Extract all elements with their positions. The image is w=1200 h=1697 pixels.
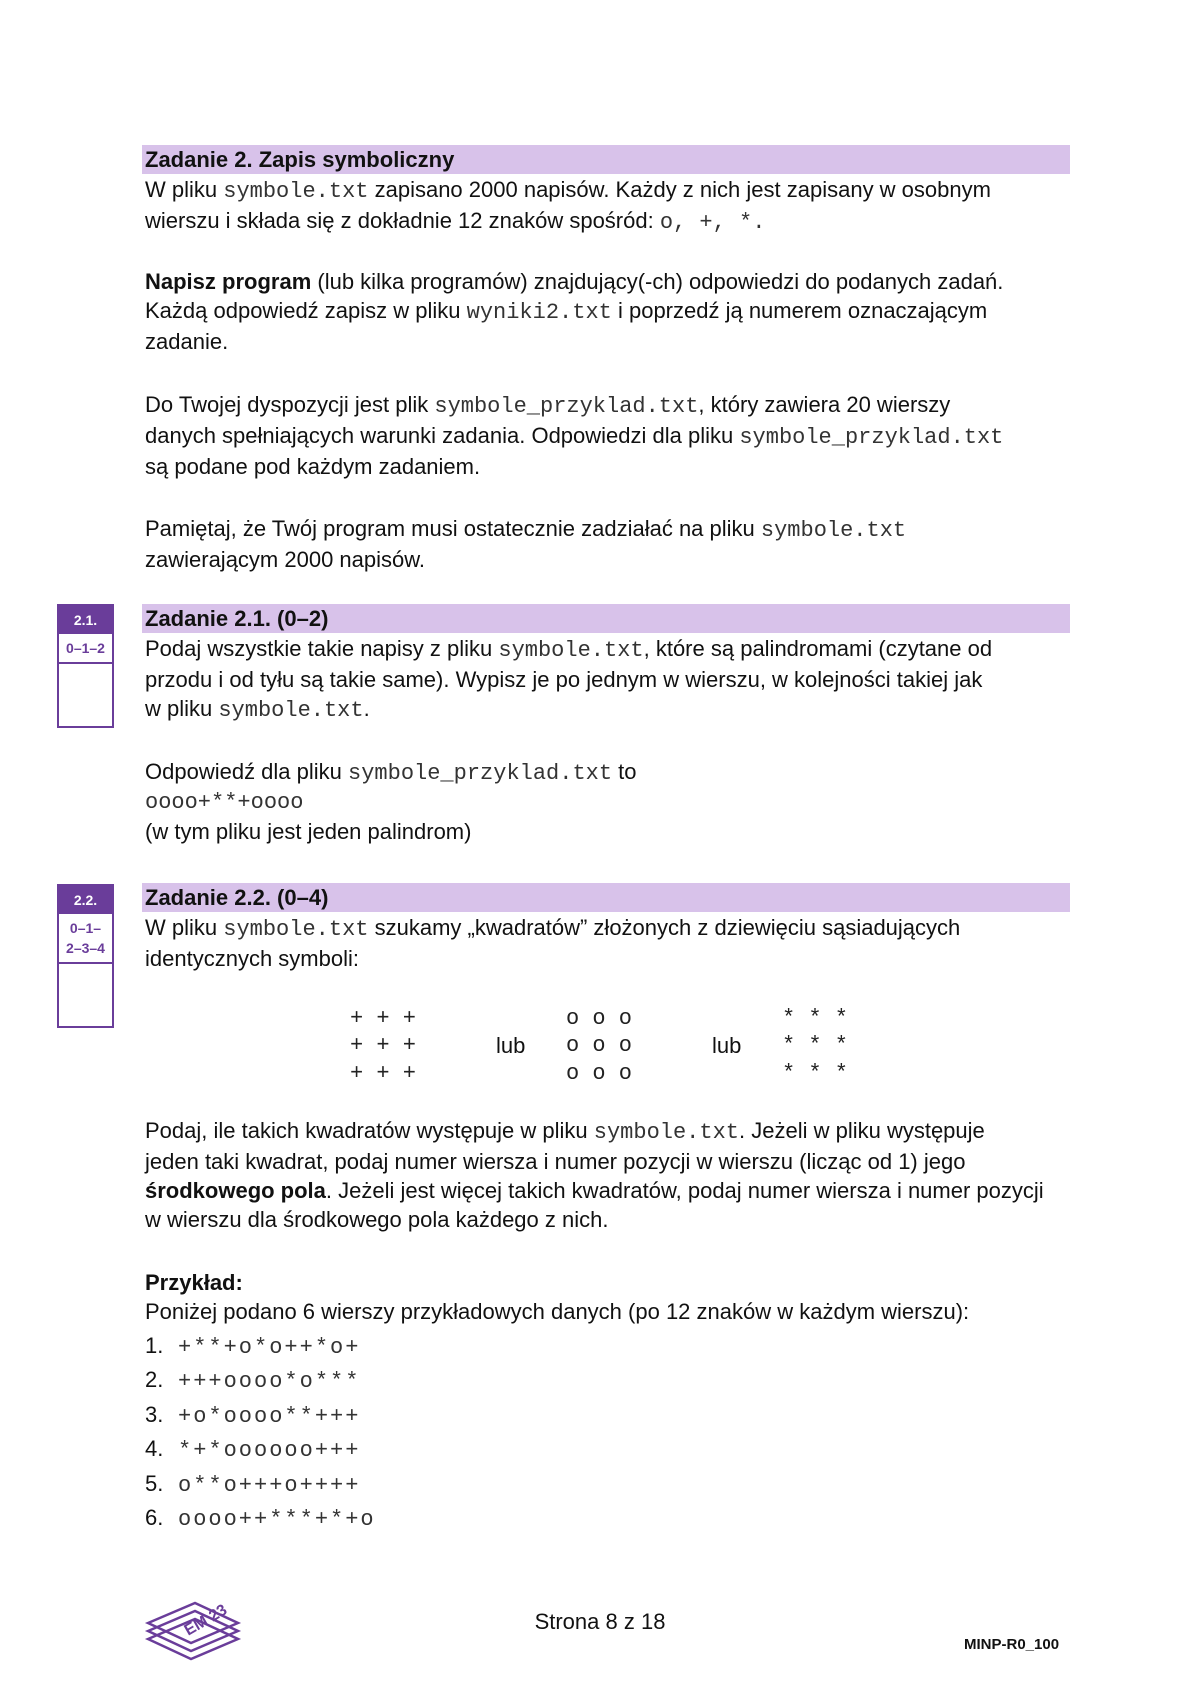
answer-value: oooo+**+oooo bbox=[145, 790, 304, 815]
example-intro: Poniżej podano 6 wierszy przykładowych danych (po 12 znaków w każdym wierszu): bbox=[145, 1299, 970, 1324]
filename: symbole.txt bbox=[223, 179, 369, 204]
example-rows bbox=[145, 1330, 1070, 1536]
intro-paragraph-1: W pliku symbole.txt zapisano 2000 napisów. Każdy z nich jest zapisany w osobnym wierszu i składa się z dokładnie 12 znaków spośród: o, +, *. bbox=[145, 177, 991, 235]
example-section bbox=[145, 1268, 1070, 1326]
separator-lub: lub bbox=[496, 1033, 526, 1058]
example-row: 4. *+*oooooo+++ bbox=[145, 1436, 361, 1464]
score-box-2-2 bbox=[57, 884, 114, 1028]
plus-square-row: + + + bbox=[350, 1061, 417, 1086]
example-row: 5. o**o+++o++++ bbox=[145, 1470, 361, 1498]
subtask-2-2-body: W pliku symbole.txt szukamy „kwadratów” złożonych z dziewięciu sąsiadujących identycznych symboli: bbox=[145, 915, 961, 971]
plus-square-row: + + + bbox=[350, 1033, 417, 1058]
subtask-2-2-instructions: Podaj, ile takich kwadratów występuje w pliku symbole.txt. Jeżeli w pliku występuje jeden taki kwadrat, podaj numer wiersza i numer pozycji w wierszu (licząc od 1) jego środkowego pola. Jeżeli jest więcej takich kwadratów, podaj numer wiersza i numer pozycji w wierszu dla środkowego pola każdego z nich. bbox=[145, 1118, 1044, 1232]
o-square-row: o o o bbox=[566, 1033, 633, 1058]
score-field bbox=[59, 964, 112, 1026]
filename: symbole_przyklad.txt bbox=[348, 761, 613, 786]
intro-paragraph-3: Do Twojej dyspozycji jest plik symbole_przyklad.txt, który zawiera 20 wierszy danych spełniających warunki zadania. Odpowiedzi dla pliku symbole_przyklad.txt są podane pod każdym zadaniem. bbox=[145, 392, 1004, 479]
separator-lub: lub bbox=[712, 1033, 742, 1058]
subtask-2-1-answer: Odpowiedź dla pliku symbole_przyklad.txt to oooo+**+oooo (w tym pliku jest jeden palindrom) bbox=[145, 757, 1070, 846]
symbol-list: o, +, *. bbox=[659, 210, 766, 235]
logo-text: EM 23 bbox=[181, 1601, 231, 1640]
filename: wyniki2.txt bbox=[466, 300, 612, 325]
score-field bbox=[59, 664, 112, 726]
intro-paragraph-4: Pamiętaj, że Twój program musi ostatecznie zadziałać na pliku symbole.txt zawierającym 2000 napisów. bbox=[145, 516, 907, 572]
score-box-2-1 bbox=[57, 604, 114, 728]
score-number: 2.1. bbox=[59, 606, 112, 634]
filename: symbole_przyklad.txt bbox=[739, 425, 1004, 450]
example-title: Przykład: bbox=[145, 1270, 243, 1295]
score-range: 0–1–2 bbox=[59, 634, 112, 664]
example-row: 6. oooo++***+*+o bbox=[145, 1505, 376, 1533]
o-square-row: o o o bbox=[566, 1061, 633, 1086]
example-row: 2. +++oooo*o*** bbox=[145, 1367, 361, 1395]
score-range: 0–1– 2–3–4 bbox=[59, 914, 112, 964]
star-square-row: * * * bbox=[782, 1006, 849, 1031]
example-row: 3. +o*oooo**+++ bbox=[145, 1401, 361, 1429]
star-square-row: * * * bbox=[782, 1033, 849, 1058]
task-title: Zadanie 2. Zapis symboliczny bbox=[142, 145, 1070, 174]
star-square-row: * * * bbox=[782, 1061, 849, 1086]
filename: symbole.txt bbox=[760, 518, 907, 543]
intro-paragraph-2: Napisz program (lub kilka programów) znajdujący(-ch) odpowiedzi do podanych zadań. Każdą odpowiedź zapisz w pliku wyniki2.txt i poprzedź ją numerem oznaczającym zadanie. bbox=[145, 269, 1004, 354]
o-square-row: o o o bbox=[566, 1006, 633, 1031]
exam-code: MINP-R0_100 bbox=[964, 1636, 1060, 1653]
subtask-2-1-body: Podaj wszystkie takie napisy z pliku symbole.txt, które są palindromami (czytane od przodu i od tyłu są takie same). Wypisz je po jednym w wierszu, w kolejności takiej jak w pliku symbole.txt. bbox=[145, 636, 993, 723]
subtask-title-2-1: Zadanie 2.1. (0–2) bbox=[142, 604, 1070, 633]
answer-note: (w tym pliku jest jeden palindrom) bbox=[145, 819, 472, 844]
subtask-title-2-2: Zadanie 2.2. (0–4) bbox=[142, 883, 1070, 912]
filename: symbole.txt bbox=[218, 698, 364, 723]
plus-square-row: + + + bbox=[350, 1006, 417, 1031]
filename: symbole.txt bbox=[593, 1120, 739, 1145]
filename: symbole_przyklad.txt bbox=[434, 394, 699, 419]
filename: symbole.txt bbox=[498, 638, 644, 663]
page-number: Strona 8 z 18 bbox=[534, 1609, 666, 1634]
filename: symbole.txt bbox=[223, 917, 369, 942]
score-number: 2.2. bbox=[59, 886, 112, 914]
example-row: 1. +**+o*o++*o+ bbox=[145, 1333, 361, 1360]
